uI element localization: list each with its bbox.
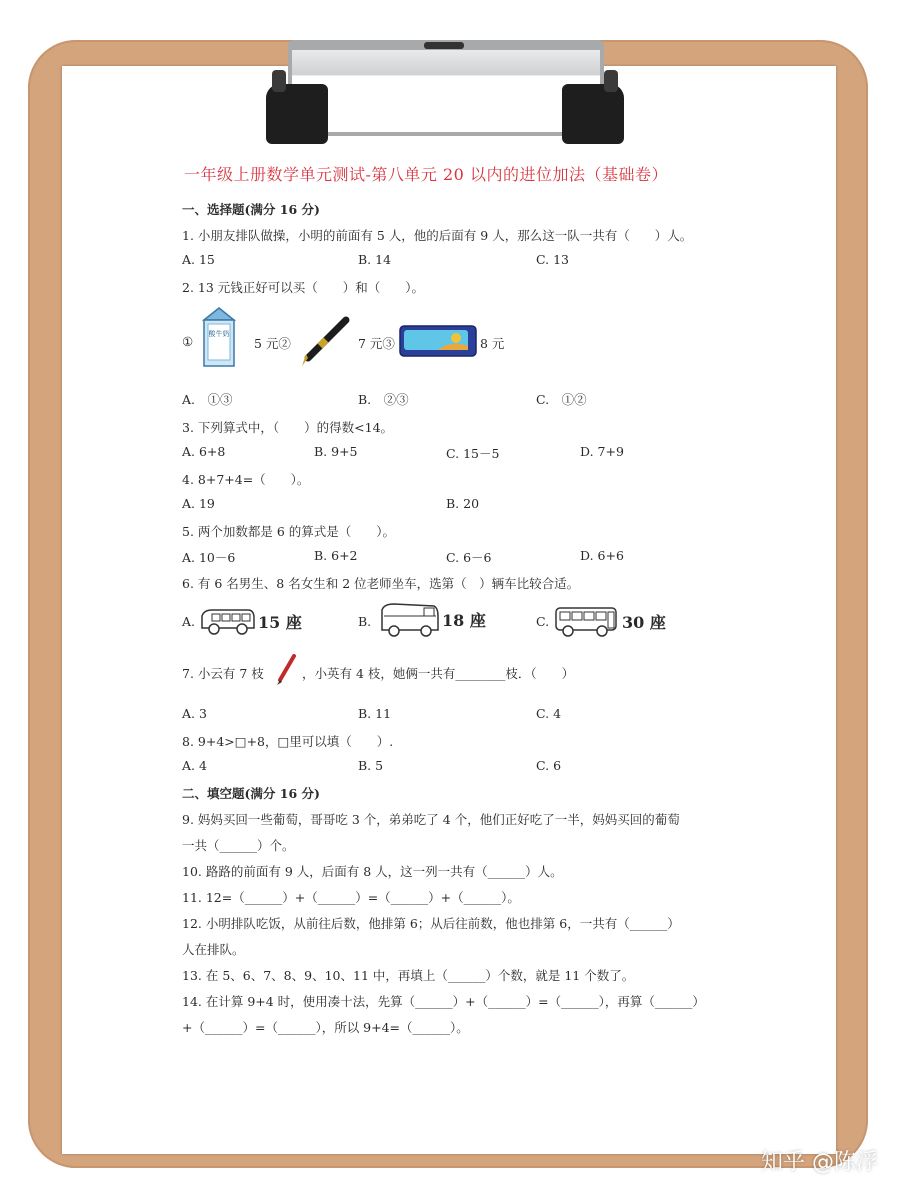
question-1: 1. 小朋友排队做操，小明的前面有 5 人，他的后面有 9 人，那么这一队一共有（ ）人。 [182, 228, 693, 243]
question-13: 13. 在 5、6、7、8、9、10、11 中，再填上（______）个数，就是 11 个数了。 [182, 968, 635, 983]
question-7-post: ，小英有 4 枝，她俩一共有________枝．（ ） [302, 666, 575, 681]
question-8: 8. 9+4>□+8，□里可以填（ ）. [182, 734, 394, 749]
q3-option-b: B. 9+5 [314, 444, 358, 459]
q8-option-c: C. 6 [536, 758, 562, 773]
q8-option-a: A. 4 [182, 758, 207, 773]
q3-option-d: D. 7+9 [580, 444, 624, 459]
q2-option-a: A. ①③ [182, 392, 233, 407]
q7-option-a: A. 3 [182, 706, 207, 721]
q2-item-1-marker: ① [182, 334, 194, 349]
question-14-line-1: 14. 在计算 9+4 时，使用凑十法，先算（______）+（______）=（______），再算（______） [182, 994, 705, 1009]
q3-option-c: C. 15－5 [446, 446, 500, 461]
question-10: 10. 路路的前面有 9 人，后面有 8 人，这一列一共有（______）人。 [182, 864, 563, 879]
pencil-box-icon [398, 322, 478, 358]
q1-option-c: C. 13 [536, 252, 569, 267]
question-7-pre: 7. 小云有 7 枝 [182, 666, 264, 681]
question-2: 2. 13 元钱正好可以买（ ）和（ ）。 [182, 280, 425, 295]
minibus-icon [200, 606, 256, 636]
q5-option-b: B. 6+2 [314, 548, 358, 563]
section-heading-choice: 一、选择题(满分 16 分) [182, 202, 320, 217]
q2-option-c: C. ①② [536, 392, 587, 407]
question-3: 3. 下列算式中，（ ）的得数<14。 [182, 420, 394, 435]
q4-option-b: B. 20 [446, 496, 480, 511]
coach-bus-icon [378, 600, 440, 638]
q7-option-c: C. 4 [536, 706, 562, 721]
q1-option-a: A. 15 [182, 252, 215, 267]
q6-option-c: C. [536, 614, 550, 629]
milk-carton-icon [200, 306, 238, 368]
q5-option-c: C. 6－6 [446, 550, 492, 565]
q5-option-d: D. 6+6 [580, 548, 624, 563]
question-9-line-2: 一共（______）个。 [182, 838, 295, 853]
red-pencil-icon [274, 654, 298, 686]
question-12-line-2: 人在排队。 [182, 942, 245, 957]
watermark: 知乎 @陈浮 [761, 1150, 878, 1175]
question-14-line-2: +（______）=（______），所以 9+4=（______）。 [182, 1020, 469, 1035]
question-12-line-1: 12. 小明排队吃饭，从前往后数，他排第 6；从后往前数，他也排第 6，一共有（______） [182, 916, 680, 931]
q2-price-3: 8 元 [480, 336, 505, 351]
page-title: 一年级上册数学单元测试-第八单元 20 以内的进位加法（基础卷） [184, 165, 668, 184]
question-9-line-1: 9. 妈妈买回一些葡萄，哥哥吃 3 个，弟弟吃了 4 个，他们正好吃了一半，妈妈买回的葡萄 [182, 812, 680, 827]
q5-option-a: A. 10－6 [182, 550, 236, 565]
question-5: 5. 两个加数都是 6 的算式是（ ）。 [182, 524, 396, 539]
q4-option-a: A. 19 [182, 496, 215, 511]
fountain-pen-icon [296, 316, 352, 368]
q6-option-a: A. [182, 614, 196, 629]
q2-option-b: B. ②③ [358, 392, 409, 407]
q6-seat-c: 30 座 [622, 613, 666, 632]
question-11: 11. 12=（______）+（______）=（______）+（______）。 [182, 890, 520, 905]
q2-price-2: 7 元③ [358, 336, 395, 351]
q8-option-b: B. 5 [358, 758, 384, 773]
q6-seat-b: 18 座 [442, 611, 486, 630]
city-bus-icon [554, 604, 618, 638]
clipboard-clip [266, 40, 624, 144]
section-heading-fill: 二、填空题(满分 16 分) [182, 786, 320, 801]
q6-seat-a: 15 座 [258, 613, 302, 632]
q1-option-b: B. 14 [358, 252, 392, 267]
q2-price-1: 5 元② [254, 336, 291, 351]
q3-option-a: A. 6+8 [182, 444, 226, 459]
q7-option-b: B. 11 [358, 706, 392, 721]
question-4: 4. 8+7+4=（ ）。 [182, 472, 310, 487]
question-6: 6. 有 6 名男生、8 名女生和 2 位老师坐车，选第（ ）辆车比较合适。 [182, 576, 580, 591]
q6-option-b: B. [358, 614, 372, 629]
milk-label: 酸牛奶 [208, 330, 230, 338]
